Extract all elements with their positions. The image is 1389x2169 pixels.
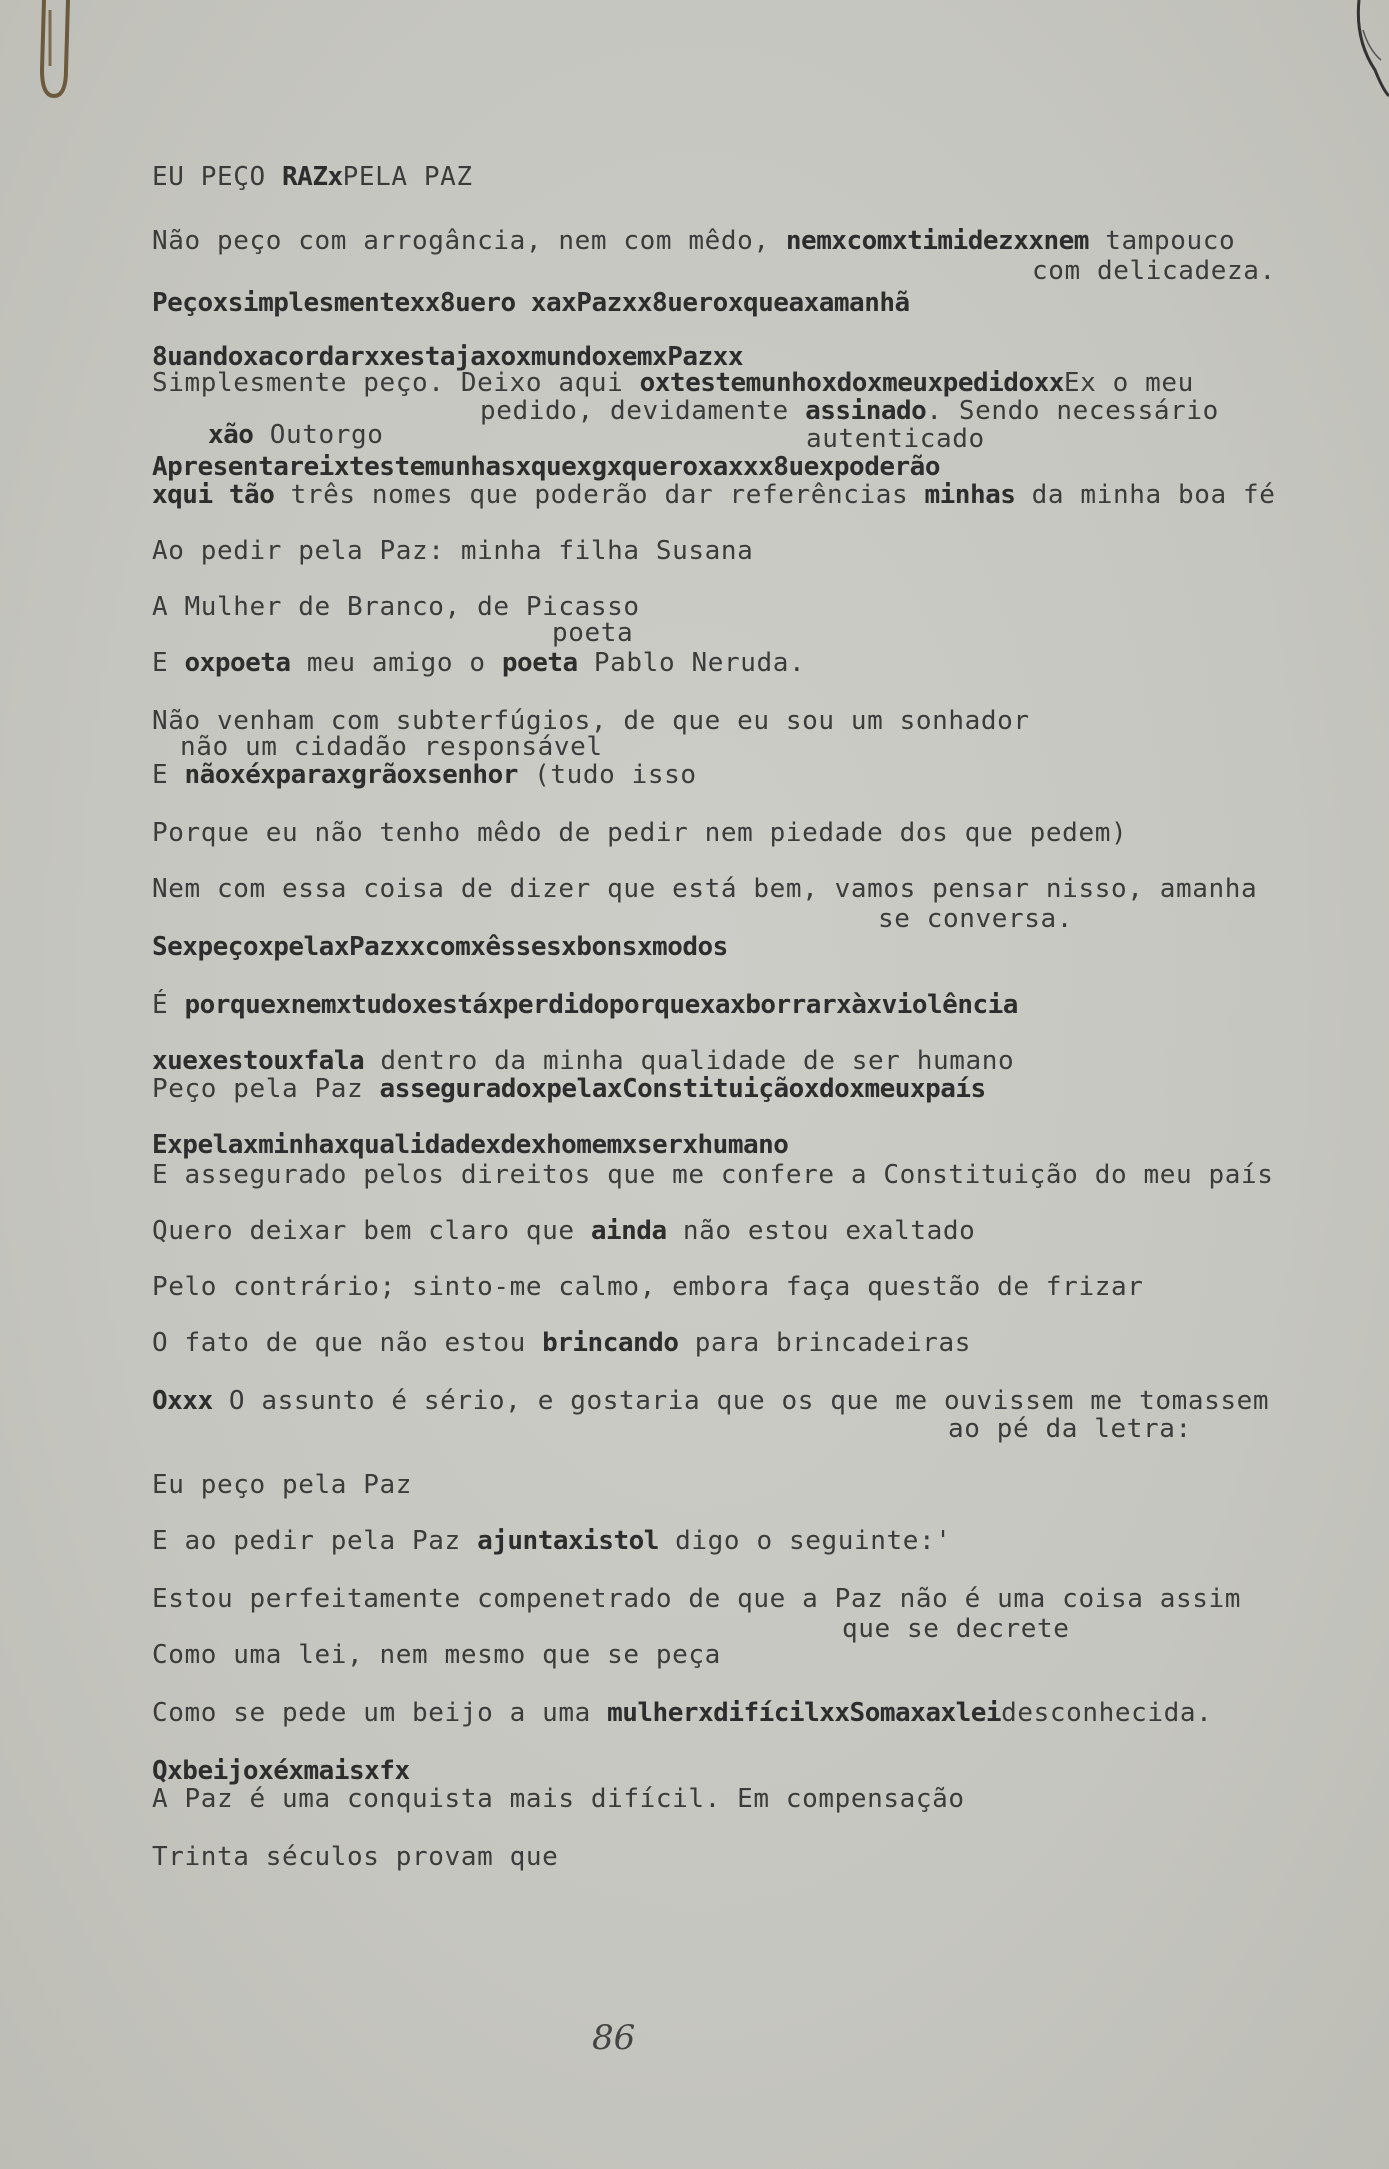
line-23: Como se pede um beijo a uma mulherxdifícilxxSomaxaxleidesconhecida. xyxy=(152,1698,1213,1728)
line-10-cont: se conversa. xyxy=(878,904,1074,934)
line-24: A Paz é uma conquista mais difícil. Em compensação xyxy=(152,1784,965,1814)
line-16: Pelo contrário; sinto-me calmo, embora faça questão de frizar xyxy=(152,1272,1144,1302)
line-15: Quero deixar bem claro que ainda não estou exaltado xyxy=(152,1216,976,1246)
struck-line-1: Peçoxsimplesmentexx8uero xaxPazxx8ueroxqueaxamanhã xyxy=(152,288,910,318)
line-21: Estou perfeitamente compenetrado de que a Paz não é uma coisa assim xyxy=(152,1584,1241,1614)
line-7-cont: não um cidadão responsável xyxy=(180,732,603,762)
line-2-insert-2: autenticado xyxy=(806,424,985,454)
line-10: Nem com essa coisa de dizer que está bem, vamos pensar nisso, amanha xyxy=(152,874,1258,904)
poem-title: EU PEÇO RAZxPELA PAZ xyxy=(152,162,473,192)
line-20: E ao pedir pela Paz ajuntaxistol digo o seguinte:' xyxy=(152,1526,952,1556)
line-19: Eu peço pela Paz xyxy=(152,1470,413,1500)
line-2: Simplesmente peço. Deixo aqui oxtestemunhoxdoxmeuxpedidoxxEx o meu xyxy=(152,368,1194,398)
struck-line-3: Apresentareixtestemunhasxquexgxqueroxaxxx8uexpoderão xyxy=(152,452,940,482)
line-2-insert-1: xão Outorgo xyxy=(208,420,384,450)
page-number: 86 xyxy=(592,2018,636,2058)
line-6: E oxpoeta meu amigo o poeta Pablo Neruda. xyxy=(152,648,806,678)
line-5-insert: poeta xyxy=(552,618,634,648)
line-2-cont: pedido, devidamente assinado. Sendo necessário xyxy=(480,396,1219,426)
line-4: Ao pedir pela Paz: minha filha Susana xyxy=(152,536,754,566)
line-1: Não peço com arrogância, nem com mêdo, nemxcomxtimidezxxnem tampouco xyxy=(152,226,1236,256)
line-11: É porquexnemxtudoxestáxperdidoporquexaxborrarxàxviolência xyxy=(152,990,1018,1020)
line-18-cont: ao pé da letra: xyxy=(948,1414,1192,1444)
line-21-cont: que se decrete xyxy=(842,1614,1070,1644)
line-5: A Mulher de Branco, de Picasso xyxy=(152,592,640,622)
line-13: Peço pela Paz asseguradoxpelaxConstituiçãoxdoxmeuxpaís xyxy=(152,1074,986,1104)
struck-line-5: Expelaxminhaxqualidadexdexhomemxserxhumano xyxy=(152,1130,789,1160)
paperclip-mark xyxy=(30,0,76,110)
torn-corner-mark xyxy=(1279,0,1389,140)
line-7: Não venham com subterfúgios, de que eu sou um sonhador xyxy=(152,706,1030,736)
line-17: O fato de que não estou brincando para brincadeiras xyxy=(152,1328,972,1358)
struck-line-6: Qxbeijoxéxmaisxfx xyxy=(152,1756,410,1786)
line-22: Como uma lei, nem mesmo que se peça xyxy=(152,1640,721,1670)
line-14: E assegurado pelos direitos que me confere a Constituição do meu país xyxy=(152,1160,1274,1190)
line-12: xuexestouxfala dentro da minha qualidade de ser humano xyxy=(152,1046,1015,1076)
line-3: xqui tão três nomes que poderão dar referências minhas da minha boa fé xyxy=(152,480,1276,510)
line-25: Trinta séculos provam que xyxy=(152,1842,559,1872)
struck-line-2: 8uandoxacordarxxestajaxoxmundoxemxPazxx xyxy=(152,342,743,372)
line-18: Oxxx O assunto é sério, e gostaria que os que me ouvissem me tomassem xyxy=(152,1386,1270,1416)
line-9: Porque eu não tenho mêdo de pedir nem piedade dos que pedem) xyxy=(152,818,1128,848)
struck-line-4: SexpeçoxpelaxPazxxcomxêssesxbonsxmodos xyxy=(152,932,728,962)
line-1-cont: com delicadeza. xyxy=(1032,256,1276,286)
line-8: E nãoxéxparaxgrãoxsenhor (tudo isso xyxy=(152,760,697,790)
